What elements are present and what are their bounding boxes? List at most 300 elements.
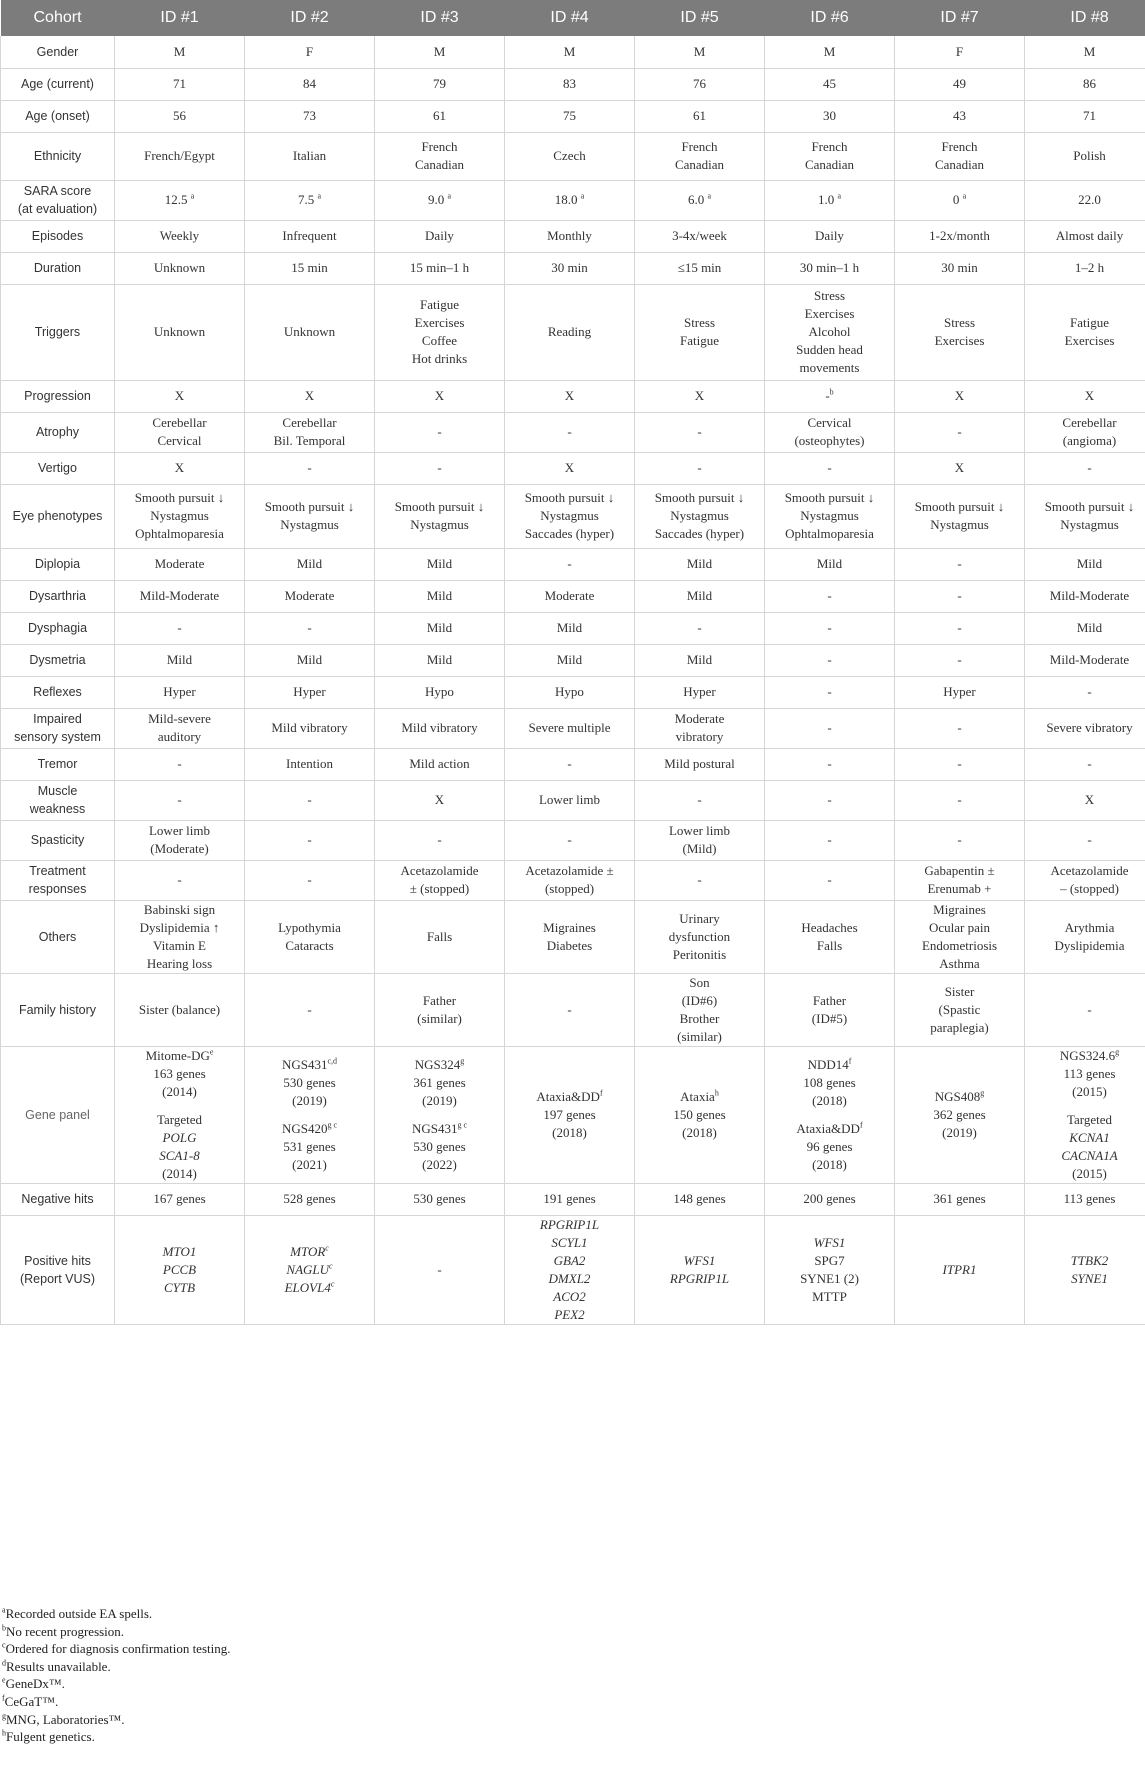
cell-text: 15 min <box>291 260 328 275</box>
cell-line <box>247 432 372 450</box>
cell-text: (angioma) <box>1062 433 1117 448</box>
table-cell <box>245 820 375 860</box>
cell-line <box>637 651 762 669</box>
row-label <box>1 180 115 220</box>
table-cell <box>115 676 245 708</box>
cell-text: Nystagmus <box>1060 517 1119 532</box>
table-cell <box>895 484 1025 548</box>
cell-line <box>1027 414 1145 432</box>
cell-line <box>247 683 372 701</box>
table-cell <box>375 452 505 484</box>
cell-text: - <box>957 756 962 771</box>
cell-text: Mild <box>426 620 453 635</box>
cell-line <box>767 138 892 156</box>
cell-line <box>117 1279 242 1297</box>
cell-text: SYNE1 <box>1071 1270 1108 1286</box>
cell-line <box>767 259 892 277</box>
cell-line <box>1027 791 1145 809</box>
cell-text: Mild <box>1076 556 1103 571</box>
row-label-line: Treatment <box>29 864 86 878</box>
cell-line <box>897 755 1022 773</box>
cell-text: 61 <box>693 108 706 123</box>
footnote-marker: g c <box>457 1120 468 1130</box>
cell-text: F <box>305 43 314 59</box>
cell-text: Hyper <box>683 684 716 699</box>
cell-text: X <box>434 792 445 807</box>
cell-text: SYNE1 (2) <box>800 1270 859 1286</box>
cell-line <box>507 1088 632 1106</box>
cell-line <box>247 1156 372 1174</box>
header-id-1: ID #1 <box>115 0 245 36</box>
table-cell <box>505 1215 635 1324</box>
cell-line <box>117 507 242 525</box>
cell-text: - <box>1087 1001 1092 1017</box>
cell-text: (similar) <box>417 1010 462 1026</box>
table-cell <box>765 1215 895 1324</box>
cell-text: 30 min–1 h <box>799 260 860 275</box>
cell-line <box>117 683 242 701</box>
cell-line <box>377 75 502 93</box>
footnote <box>2 1605 230 1623</box>
cell-line <box>897 75 1022 93</box>
cell-line <box>247 191 372 209</box>
cell-text: Mild-Moderate <box>139 588 220 603</box>
table-cell <box>895 36 1025 68</box>
cell-line <box>897 1124 1022 1142</box>
cell-text: Nystagmus <box>150 508 209 523</box>
cell-text: 531 genes <box>283 1138 336 1154</box>
cell-line <box>767 1074 892 1092</box>
cell-line <box>897 459 1022 477</box>
table-cell <box>765 860 895 900</box>
row-label-line: Family history <box>18 1002 97 1017</box>
cell-text: Infrequent <box>282 228 337 243</box>
table-row <box>1 36 1145 68</box>
cell-text: MTTP <box>812 1288 847 1304</box>
cell-line <box>1027 1270 1145 1288</box>
cell-text: 361 genes <box>933 1191 986 1206</box>
cell-line <box>637 1010 762 1028</box>
table-cell <box>375 252 505 284</box>
cell-text: - <box>827 832 832 847</box>
cell-text: Smooth pursuit ↓ <box>524 490 615 505</box>
cell-line <box>767 227 892 245</box>
row-label-line: Reflexes <box>33 685 82 699</box>
cell-text: Mild <box>1076 620 1103 635</box>
row-label-line: (Report VUS) <box>19 1271 96 1286</box>
cell-text: Mild <box>296 652 323 667</box>
cell-text: 9.0 <box>427 192 448 207</box>
cell-line <box>377 107 502 125</box>
cell-line <box>507 1216 632 1234</box>
cell-line <box>1027 1083 1145 1101</box>
cell-text: - <box>827 720 832 735</box>
table-cell <box>375 380 505 412</box>
cell-line <box>377 314 502 332</box>
table-cell <box>765 132 895 180</box>
cell-line <box>767 937 892 955</box>
cell-line <box>377 719 502 737</box>
header-id-5: ID #5 <box>635 0 765 36</box>
table-row <box>1 860 1145 900</box>
table-cell <box>115 180 245 220</box>
cell-text: 530 genes <box>413 1191 466 1206</box>
table-cell <box>765 548 895 580</box>
cell-text: vibratory <box>675 729 724 744</box>
table-cell <box>895 860 1025 900</box>
cell-text: Smooth pursuit ↓ <box>784 490 875 505</box>
cell-text: X <box>304 388 315 403</box>
row-label-line: Progression <box>24 389 91 403</box>
table-cell <box>245 252 375 284</box>
table-cell <box>1025 748 1145 780</box>
cell-line <box>117 901 242 919</box>
cell-line <box>377 791 502 809</box>
cell-text: Urinary <box>679 910 720 926</box>
table-row <box>1 100 1145 132</box>
table-cell <box>765 220 895 252</box>
cell-line <box>767 525 892 543</box>
cell-text: Babinski sign <box>143 901 216 917</box>
cell-line <box>117 1111 242 1129</box>
cell-line <box>377 498 502 516</box>
cell-line <box>1027 651 1145 669</box>
table-cell <box>375 708 505 748</box>
cell-text: - <box>1087 684 1092 699</box>
table-cell <box>765 780 895 820</box>
table-cell <box>245 100 375 132</box>
cell-line <box>637 1106 762 1124</box>
cell-line <box>767 459 892 477</box>
cell-text: Sister (balance) <box>138 1001 221 1017</box>
cell-text: Weekly <box>159 228 200 243</box>
cell-line <box>897 423 1022 441</box>
row-label <box>1 748 115 780</box>
footnote-text: GeneDx™. <box>5 1676 65 1692</box>
cell-line <box>767 1234 892 1252</box>
table-cell <box>115 644 245 676</box>
cell-text: Hearing loss <box>146 955 213 971</box>
cell-text: Hyper <box>293 684 326 699</box>
cell-text: French <box>681 139 718 154</box>
cell-text: Erenumab + <box>927 881 992 896</box>
cell-line <box>507 259 632 277</box>
cell-text: M <box>1083 43 1096 59</box>
cell-text: Father <box>812 992 847 1008</box>
table-row <box>1 1046 1145 1183</box>
cell-text: 61 <box>433 108 446 123</box>
cell-line <box>507 323 632 341</box>
cell-text: - <box>307 872 312 887</box>
cell-line <box>767 831 892 849</box>
cell-text: Saccades (hyper) <box>654 526 745 541</box>
cell-line <box>1027 880 1145 898</box>
cell-text: M <box>173 43 186 59</box>
footnote-mark: a <box>2 1605 6 1615</box>
cell-text: - <box>957 620 962 635</box>
cell-line <box>767 107 892 125</box>
header-row <box>1 0 1145 36</box>
cell-line <box>117 955 242 973</box>
table-cell <box>1025 580 1145 612</box>
table-cell <box>115 412 245 452</box>
cell-line <box>637 1124 762 1142</box>
cell-line <box>377 138 502 156</box>
cell-line <box>767 1288 892 1306</box>
table-cell <box>1025 100 1145 132</box>
table-cell <box>245 36 375 68</box>
cell-line <box>377 619 502 637</box>
cell-line <box>637 683 762 701</box>
cell-line <box>247 107 372 125</box>
cell-line <box>247 1001 372 1019</box>
cell-text: Mild <box>816 556 843 571</box>
table-cell <box>1025 548 1145 580</box>
table-cell <box>245 1046 375 1183</box>
cell-text: Mitome-DG <box>145 1047 210 1063</box>
cell-line <box>377 683 502 701</box>
cell-line <box>117 414 242 432</box>
cell-line <box>767 43 892 61</box>
table-cell <box>635 412 765 452</box>
cell-line <box>767 1190 892 1208</box>
cell-line <box>247 619 372 637</box>
cell-text: Sister <box>944 983 975 999</box>
footnote <box>2 1711 230 1729</box>
cell-text: 362 genes <box>933 1106 986 1122</box>
table-cell <box>245 644 375 676</box>
cell-text: - <box>825 388 830 403</box>
cell-line <box>1027 459 1145 477</box>
cell-text: 1–2 h <box>1074 260 1105 275</box>
cell-line <box>117 1129 242 1147</box>
table-cell <box>895 612 1025 644</box>
cell-line <box>247 1074 372 1092</box>
table-cell <box>245 1183 375 1215</box>
cell-line <box>247 587 372 605</box>
footnote <box>2 1675 230 1693</box>
cell-line <box>637 1252 762 1270</box>
footnote-mark: c <box>2 1640 6 1650</box>
cell-text: (Moderate) <box>150 841 209 856</box>
cell-line <box>117 710 242 728</box>
cell-text: 191 genes <box>543 1191 596 1206</box>
cell-text: 83 <box>563 76 576 91</box>
cell-line <box>507 147 632 165</box>
cell-text: Arythmia <box>1064 919 1115 935</box>
cell-text: - <box>307 792 312 807</box>
footnote <box>2 1658 230 1676</box>
cell-text: (ID#5) <box>811 1010 848 1026</box>
cell-text: Mild-Moderate <box>1049 652 1130 667</box>
cell-line <box>637 75 762 93</box>
table-cell <box>245 900 375 973</box>
cell-text: SPG7 <box>814 1252 845 1268</box>
cell-text: Lower limb <box>668 823 730 838</box>
table-cell <box>635 900 765 973</box>
cell-line <box>507 555 632 573</box>
table-cell <box>895 580 1025 612</box>
cell-text: - <box>177 792 182 807</box>
cell-line <box>897 587 1022 605</box>
cell-text: 49 <box>953 76 966 91</box>
table-row <box>1 1183 1145 1215</box>
table-cell <box>115 612 245 644</box>
table-cell <box>115 252 245 284</box>
cell-line <box>767 619 892 637</box>
cell-line <box>117 919 242 937</box>
cell-line <box>377 387 502 405</box>
cell-line <box>377 516 502 534</box>
header-id-7: ID #7 <box>895 0 1025 36</box>
cell-line <box>507 1001 632 1019</box>
cell-line <box>897 983 1022 1001</box>
cell-text: X <box>1084 388 1095 403</box>
cell-line <box>507 919 632 937</box>
cell-line <box>1027 587 1145 605</box>
cell-text: Cerebellar <box>282 415 337 430</box>
cell-line <box>637 1190 762 1208</box>
cell-text: Gabapentin ± <box>924 863 995 878</box>
cell-line <box>637 791 762 809</box>
row-label <box>1 252 115 284</box>
cell-text: TTBK2 <box>1070 1252 1109 1268</box>
row-label <box>1 973 115 1046</box>
table-cell <box>375 900 505 973</box>
table-row <box>1 484 1145 548</box>
table-cell <box>115 780 245 820</box>
row-label-line: Dysphagia <box>27 621 88 635</box>
table-row <box>1 132 1145 180</box>
table-cell <box>635 252 765 284</box>
table-cell <box>895 100 1025 132</box>
cell-text: NGS408 <box>934 1088 981 1104</box>
table-cell <box>895 820 1025 860</box>
cell-text: (2018) <box>552 1124 587 1140</box>
row-label <box>1 676 115 708</box>
footnote-marker: g c <box>327 1120 338 1130</box>
row-label-line: Episodes <box>31 229 84 243</box>
cell-text: Alcohol <box>808 324 851 339</box>
cell-text: Mild vibratory <box>401 720 478 735</box>
cell-line <box>117 1190 242 1208</box>
table-cell <box>765 820 895 860</box>
table-cell <box>635 708 765 748</box>
table-cell <box>1025 180 1145 220</box>
cell-line <box>117 1147 242 1165</box>
cell-line <box>117 555 242 573</box>
cell-line <box>1027 259 1145 277</box>
cell-line <box>247 516 372 534</box>
table-cell <box>765 900 895 973</box>
table-cell <box>505 644 635 676</box>
footnote-mark: g <box>2 1711 6 1721</box>
row-label <box>1 548 115 580</box>
row-label <box>1 452 115 484</box>
footnote-text: Fulgent genetics. <box>6 1729 95 1745</box>
cell-text: French <box>811 139 848 154</box>
table-cell <box>115 220 245 252</box>
table-header <box>1 0 1145 36</box>
cell-text: movements <box>799 360 860 375</box>
table-cell <box>115 820 245 860</box>
cell-text: Ocular pain <box>928 919 990 935</box>
cell-line <box>507 831 632 849</box>
row-label-line: Impaired <box>33 712 82 726</box>
cell-line <box>377 227 502 245</box>
cell-text: French <box>941 139 978 154</box>
table-row <box>1 252 1145 284</box>
table-cell <box>375 1046 505 1183</box>
cell-text: 6.0 <box>687 192 708 207</box>
cell-line <box>117 619 242 637</box>
footnote-mark: d <box>2 1658 6 1668</box>
cell-line <box>117 1047 242 1065</box>
cell-line <box>1027 227 1145 245</box>
table-cell <box>115 132 245 180</box>
table-cell <box>505 708 635 748</box>
row-label-line: Negative hits <box>21 1192 94 1206</box>
table-row <box>1 780 1145 820</box>
cell-line <box>637 619 762 637</box>
cell-text: Reading <box>547 324 592 339</box>
cell-text: - <box>567 556 572 571</box>
cell-text: (Spastic <box>938 1001 981 1017</box>
table-cell <box>635 284 765 380</box>
footnote-marker: c <box>330 1279 335 1289</box>
table-cell <box>765 252 895 284</box>
table-cell <box>505 220 635 252</box>
cell-text: (2015) <box>1072 1083 1107 1099</box>
cell-line <box>1027 1147 1145 1165</box>
cell-line <box>637 43 762 61</box>
cell-line <box>117 323 242 341</box>
footnote-marker: a <box>962 191 967 201</box>
cell-text: Hypo <box>555 684 584 699</box>
cell-line <box>377 755 502 773</box>
cell-text: - <box>827 684 832 699</box>
footnote-marker: f <box>599 1088 603 1098</box>
cell-line <box>247 937 372 955</box>
table-cell <box>245 180 375 220</box>
row-label <box>1 820 115 860</box>
cell-line <box>247 43 372 61</box>
cell-text: M <box>563 43 576 59</box>
cell-text: Fatigue <box>1070 315 1109 330</box>
cell-line <box>507 423 632 441</box>
cell-text: 113 genes <box>1063 1065 1116 1081</box>
cell-line <box>897 862 1022 880</box>
cell-text: 1-2x/month <box>929 228 990 243</box>
cell-text: (similar) <box>677 1028 722 1044</box>
cell-text: Cataracts <box>285 937 334 953</box>
cell-text: X <box>954 388 965 403</box>
cell-line <box>377 1156 502 1174</box>
cell-text: Dyslipidemia <box>1054 937 1125 953</box>
footnote-marker: c <box>325 1243 329 1253</box>
cell-text: Peritonitis <box>672 946 727 962</box>
cell-line <box>377 1056 502 1074</box>
row-label-line: Age (current) <box>21 77 94 91</box>
cell-text: 30 min <box>941 260 978 275</box>
footnote-text: No recent progression. <box>6 1623 125 1639</box>
cell-line <box>247 791 372 809</box>
cell-text: 167 genes <box>153 1191 206 1206</box>
table-cell <box>245 748 375 780</box>
cell-line <box>377 1138 502 1156</box>
cell-line <box>247 1120 372 1138</box>
cell-text: Targeted <box>156 1111 203 1127</box>
